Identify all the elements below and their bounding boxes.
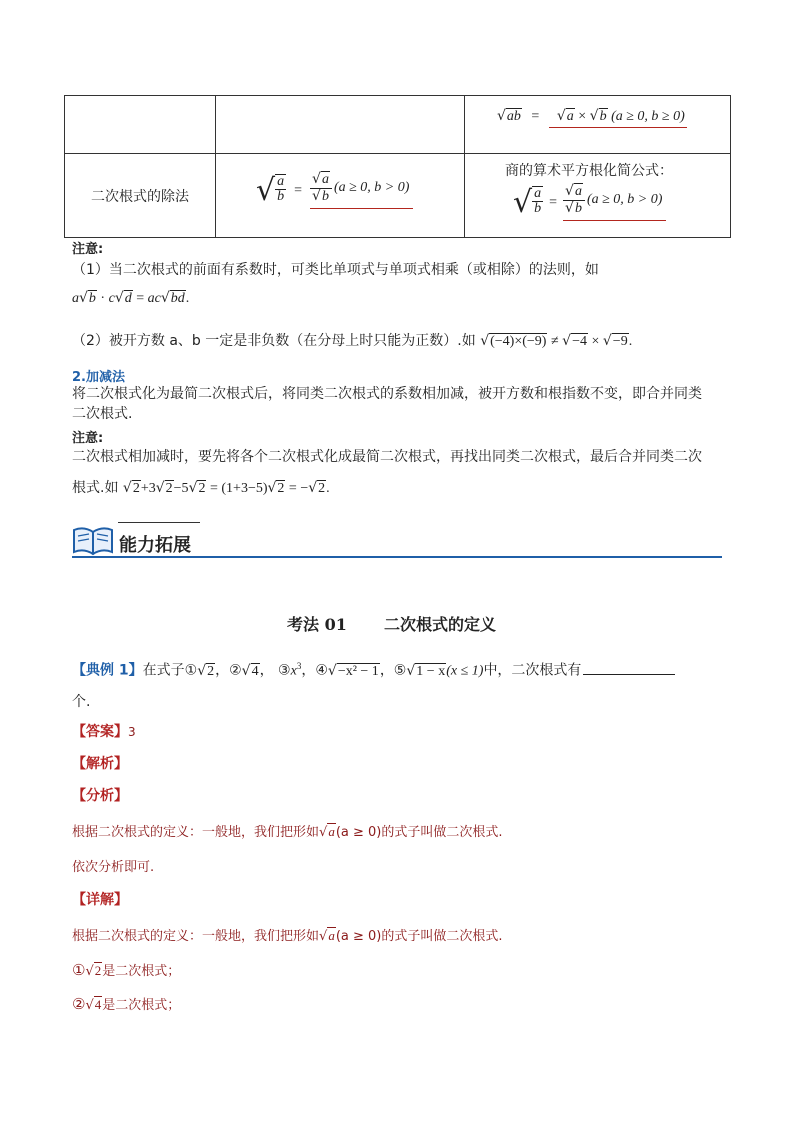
answer-value: 3 <box>128 725 136 739</box>
addsub-note-line-1: 二次根式相加减时，要先将各个二次根式化成最简二次根式，再找出同类二次根式，最后合并同类二次 <box>72 449 702 465</box>
method-title: 考法 01 <box>287 615 347 634</box>
step-line: 依次分析即可. <box>72 860 155 875</box>
table-cell-product-formula: √ab = √a × √b (a ≥ 0, b ≥ 0) <box>465 96 731 154</box>
list-item: ②√4是二次根式； <box>72 995 181 1013</box>
notes-item-2: （2）被开方数 a、b 一定是非负数（在分母上时只能为正数）.如 √(−4)×(−9) ≠ √−4 × √−9. <box>72 333 633 349</box>
table-cell-quotient-formula: 商的算术平方根化简公式： √ $\frac{a}{b}$ = $\frac{√a}{√b}$ (a ≥ 0, b > 0) <box>465 154 731 238</box>
example-line-1: 【典例 1】在式子①√2，②√4， $③x^3$，④√−x² − 1，⑤√1 − x(x ≤ 1)中，二次根式有 <box>72 656 675 682</box>
answer-tag: 【答案】 <box>72 724 128 740</box>
section-title: 能力拓展 <box>119 535 191 556</box>
quotient-note: 商的算术平方根化简公式： <box>505 163 673 179</box>
analysis-tag: 【解析】 <box>72 756 128 772</box>
table-cell-empty-1 <box>65 96 216 154</box>
definition-line-2: 根据二次根式的定义：一般地，我们把形如√a(a ≥ 0)的式子叫做二次根式. <box>72 928 503 944</box>
section-title-overline <box>118 522 200 523</box>
answer-line <box>72 722 136 742</box>
formula-table <box>64 95 731 238</box>
addsub-line-1: 将二次根式化为最简二次根式后，将同类二次根式的系数相加减，被开方数和根指数不变，即合并同类 <box>72 386 702 402</box>
addsub-title: 2.加减法 <box>72 370 125 385</box>
section-divider <box>72 556 722 558</box>
division-label: 二次根式的除法 <box>65 154 216 238</box>
detail-tag: 【详解】 <box>72 892 128 908</box>
addsub-note-line-2: 根式.如 √2+3√2−5√2 = (1+3−5)√2 = −√2. <box>72 480 330 496</box>
definition-line-1: 根据二次根式的定义：一般地，我们把形如√a(a ≥ 0)的式子叫做二次根式. <box>72 824 503 840</box>
example-tag: 【典例 1】 <box>72 662 143 679</box>
fenxi-tag: 【分析】 <box>72 788 128 804</box>
answer-blank[interactable] <box>583 674 675 675</box>
table-cell-division-formula: √ $\frac{a}{b}$ = $\frac{√a}{√b}$ (a ≥ 0, b > 0) <box>216 154 465 238</box>
list-item: ①√2是二次根式； <box>72 961 181 979</box>
notes-item-1: （1）当二次根式的前面有系数时，可类比单项式与单项式相乘（或相除）的法则，如 <box>72 262 599 278</box>
table-cell-empty-2 <box>216 96 465 154</box>
notes-item-1-formula: a√b · c√d = ac√bd. <box>72 290 190 306</box>
method-heading <box>287 612 496 635</box>
example-line-2: 个. <box>72 694 91 710</box>
addsub-note-title: 注意: <box>72 431 104 446</box>
notes-title: 注意: <box>72 242 104 257</box>
addsub-line-2: 二次根式. <box>72 406 133 422</box>
method-subtitle: 二次根式的定义 <box>384 615 497 634</box>
book-icon <box>72 524 114 560</box>
